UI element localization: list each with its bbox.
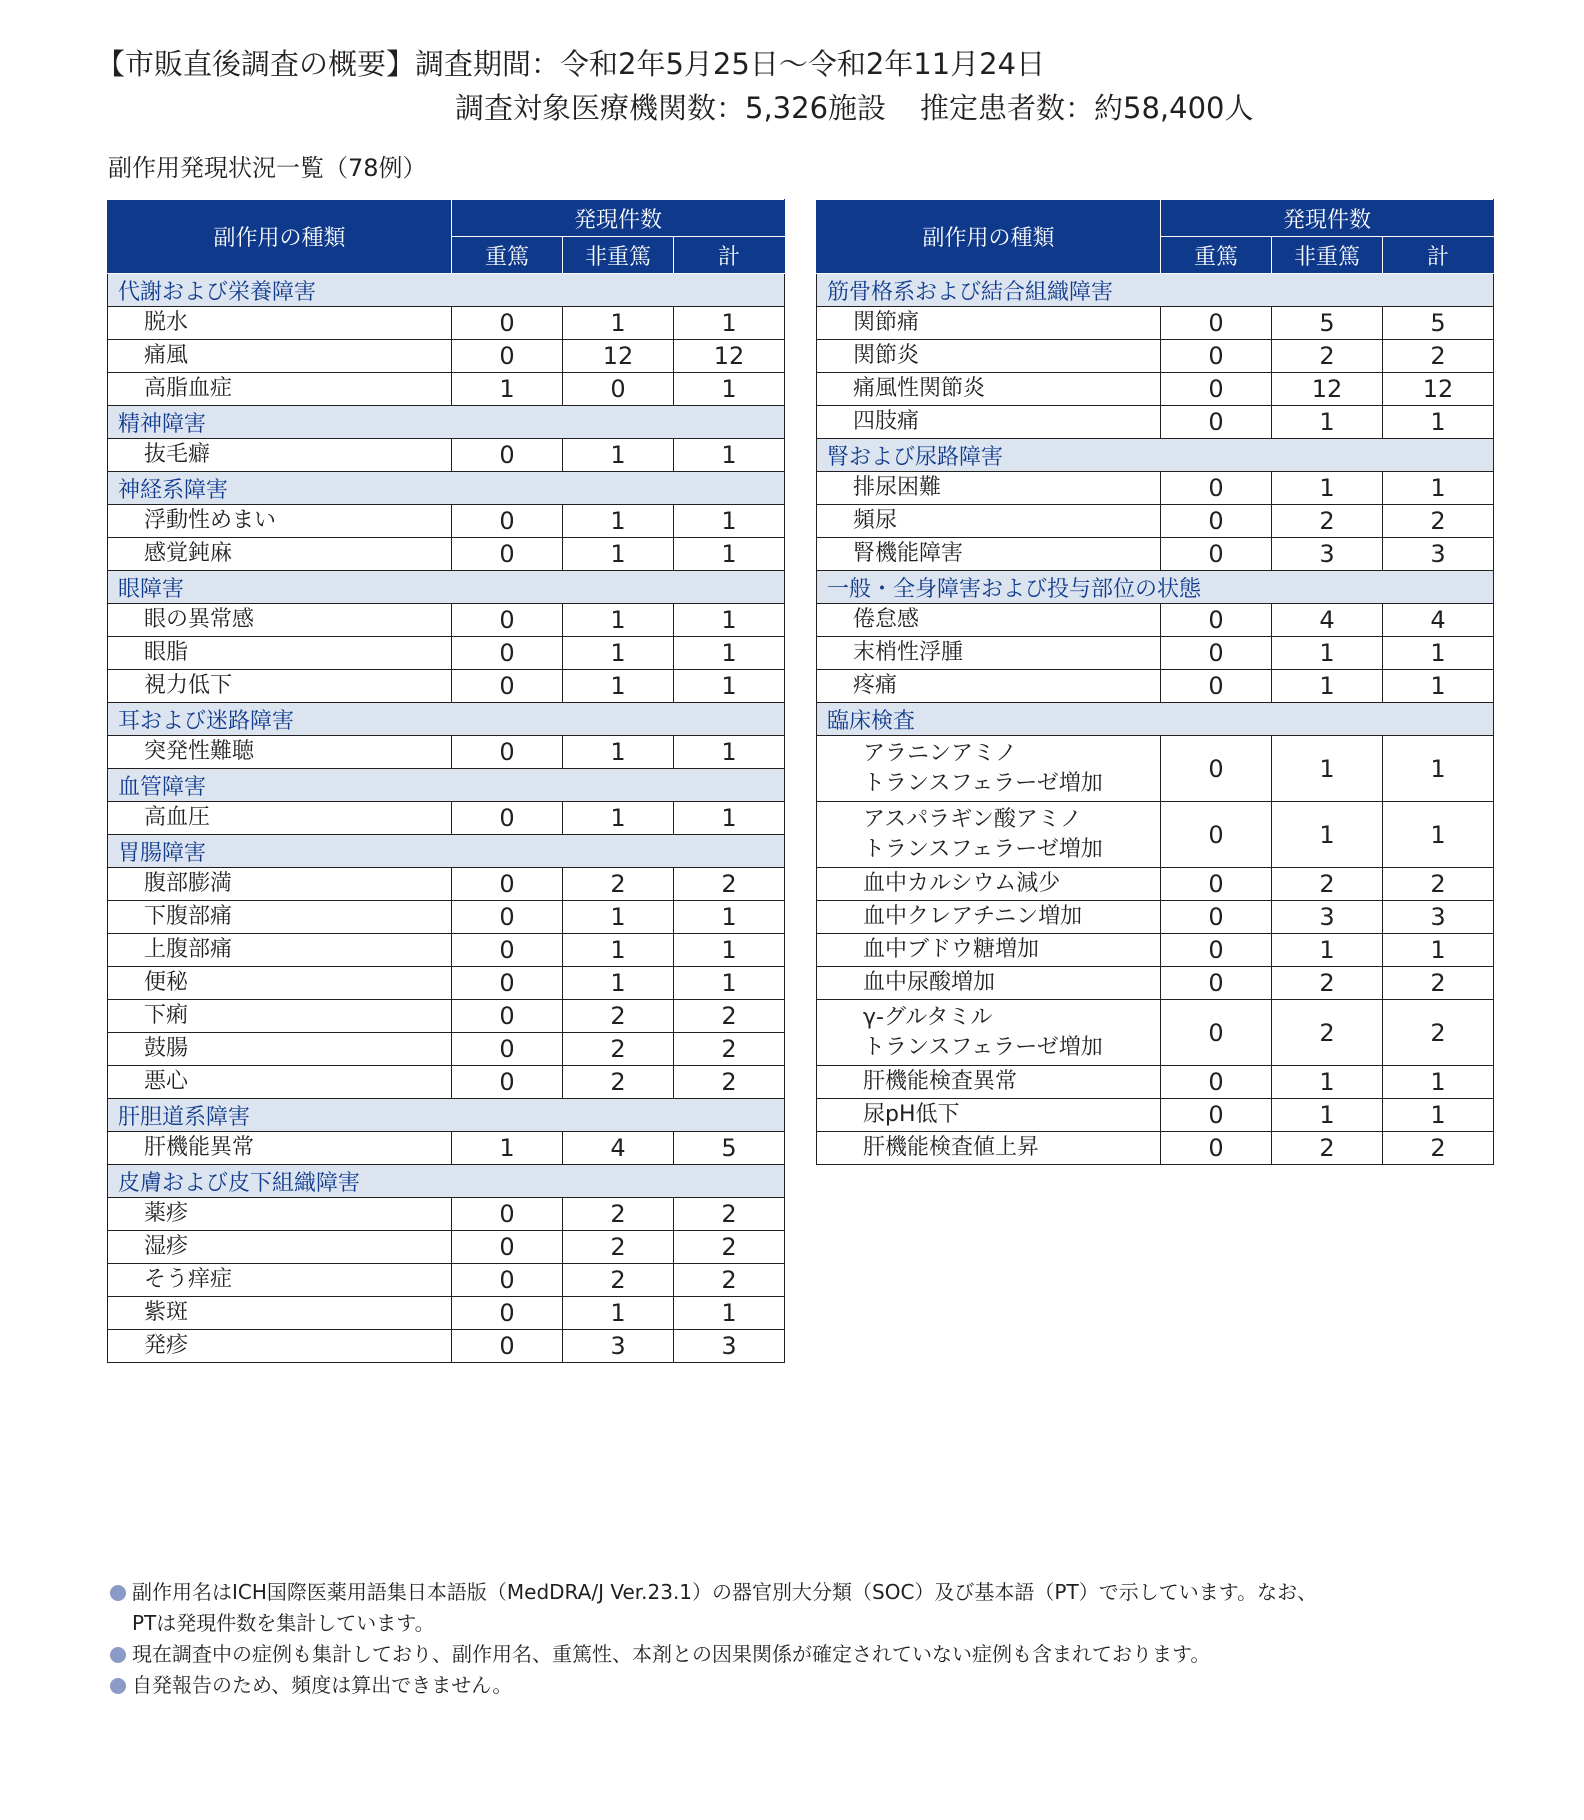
table-row — [817, 505, 1494, 538]
serious-count: 0 — [1161, 802, 1272, 868]
col-header-total: 計 — [674, 237, 785, 274]
patient-estimate: 推定患者数：約58,400人 — [920, 91, 1254, 125]
nonserious-count: 1 — [1272, 472, 1383, 505]
total-count: 2 — [1383, 505, 1494, 538]
serious-count: 0 — [1161, 1099, 1272, 1132]
nonserious-count: 2 — [563, 868, 674, 901]
col-header-total: 計 — [1383, 237, 1494, 274]
nonserious-count: 1 — [1272, 1066, 1383, 1099]
total-count: 4 — [1383, 604, 1494, 637]
category-label: 腎および尿路障害 — [817, 439, 1494, 472]
total-count: 1 — [1383, 1099, 1494, 1132]
serious-count: 0 — [452, 637, 563, 670]
reaction-name: 血中カルシウム減少 — [817, 868, 1161, 901]
table-row — [108, 505, 785, 538]
serious-count: 0 — [452, 868, 563, 901]
category-label: 精神障害 — [108, 406, 785, 439]
serious-count: 0 — [452, 307, 563, 340]
reaction-name: 脱水 — [108, 307, 452, 340]
reaction-name: 下痢 — [108, 1000, 452, 1033]
col-header-serious: 重篤 — [1161, 237, 1272, 274]
reaction-name — [817, 802, 1161, 868]
total-count: 5 — [1383, 307, 1494, 340]
nonserious-count: 1 — [1272, 637, 1383, 670]
reaction-name: 浮動性めまい — [108, 505, 452, 538]
category-row — [108, 769, 785, 802]
reaction-name: そう痒症 — [108, 1264, 452, 1297]
table-row — [817, 604, 1494, 637]
total-count: 1 — [1383, 406, 1494, 439]
nonserious-count: 2 — [563, 1198, 674, 1231]
footnote — [108, 1577, 1317, 1639]
col-header-serious: 重篤 — [452, 237, 563, 274]
table-row — [108, 934, 785, 967]
table-row — [817, 901, 1494, 934]
nonserious-count: 1 — [563, 439, 674, 472]
total-count: 2 — [674, 1066, 785, 1099]
adverse-reaction-table-left — [107, 199, 785, 1363]
serious-count: 0 — [452, 1297, 563, 1330]
nonserious-count: 3 — [563, 1330, 674, 1363]
serious-count: 0 — [452, 1033, 563, 1066]
reaction-name: 尿pH低下 — [817, 1099, 1161, 1132]
table-row — [108, 439, 785, 472]
nonserious-count: 2 — [1272, 868, 1383, 901]
reaction-name: 疼痛 — [817, 670, 1161, 703]
total-count: 1 — [674, 1297, 785, 1330]
serious-count: 0 — [452, 670, 563, 703]
serious-count: 0 — [1161, 934, 1272, 967]
serious-count: 0 — [452, 439, 563, 472]
table-row — [817, 868, 1494, 901]
table-row — [817, 1099, 1494, 1132]
nonserious-count: 2 — [563, 1231, 674, 1264]
nonserious-count: 1 — [563, 604, 674, 637]
col-header-type: 副作用の種類 — [108, 200, 452, 274]
reaction-name: 肝機能検査異常 — [817, 1066, 1161, 1099]
serious-count: 0 — [452, 901, 563, 934]
nonserious-count: 1 — [1272, 802, 1383, 868]
total-count: 1 — [674, 439, 785, 472]
category-row — [108, 1099, 785, 1132]
serious-count: 0 — [1161, 1000, 1272, 1066]
category-label: 耳および迷路障害 — [108, 703, 785, 736]
reaction-name: 視力低下 — [108, 670, 452, 703]
total-count: 1 — [674, 967, 785, 1000]
table-row — [817, 472, 1494, 505]
serious-count: 0 — [452, 967, 563, 1000]
category-row — [817, 274, 1494, 307]
total-count: 2 — [674, 1033, 785, 1066]
reaction-name: 紫斑 — [108, 1297, 452, 1330]
reaction-name: 突発性難聴 — [108, 736, 452, 769]
serious-count: 0 — [1161, 472, 1272, 505]
reaction-name: 肝機能検査値上昇 — [817, 1132, 1161, 1165]
serious-count: 0 — [1161, 340, 1272, 373]
category-label: 血管障害 — [108, 769, 785, 802]
reaction-name-line: トランスフェラーゼ増加 — [863, 836, 1103, 862]
total-count: 1 — [674, 505, 785, 538]
serious-count: 0 — [1161, 901, 1272, 934]
serious-count: 0 — [1161, 505, 1272, 538]
total-count: 2 — [1383, 868, 1494, 901]
category-label: 臨床検査 — [817, 703, 1494, 736]
footnote-line: PTは発現件数を集計しています。 — [132, 1611, 435, 1635]
footnote-line: 自発報告のため、頻度は算出できません。 — [132, 1673, 513, 1697]
table-row — [108, 802, 785, 835]
total-count: 1 — [1383, 472, 1494, 505]
table-row — [108, 604, 785, 637]
serious-count: 0 — [452, 538, 563, 571]
total-count: 2 — [674, 868, 785, 901]
nonserious-count: 1 — [1272, 670, 1383, 703]
nonserious-count: 1 — [563, 934, 674, 967]
total-count: 3 — [674, 1330, 785, 1363]
total-count: 1 — [674, 637, 785, 670]
table-row — [108, 1033, 785, 1066]
nonserious-count: 1 — [563, 802, 674, 835]
nonserious-count: 1 — [1272, 736, 1383, 802]
table-row — [108, 1132, 785, 1165]
category-row — [108, 835, 785, 868]
reaction-name: 高脂血症 — [108, 373, 452, 406]
reaction-name: 関節炎 — [817, 340, 1161, 373]
facility-count: 調査対象医療機関数：5,326施設 — [455, 91, 887, 125]
nonserious-count: 1 — [563, 307, 674, 340]
reaction-name: 末梢性浮腫 — [817, 637, 1161, 670]
nonserious-count: 1 — [1272, 934, 1383, 967]
reaction-name: 感覚鈍麻 — [108, 538, 452, 571]
nonserious-count: 12 — [1272, 373, 1383, 406]
total-count: 2 — [1383, 1000, 1494, 1066]
bullet-icon — [110, 1678, 126, 1694]
col-header-count: 発現件数 — [1161, 200, 1494, 237]
nonserious-count: 4 — [1272, 604, 1383, 637]
serious-count: 0 — [1161, 604, 1272, 637]
serious-count: 0 — [1161, 736, 1272, 802]
reaction-name-line: アスパラギン酸アミノ — [863, 806, 1082, 832]
nonserious-count: 1 — [1272, 1099, 1383, 1132]
total-count: 2 — [1383, 967, 1494, 1000]
reaction-name: 抜毛癖 — [108, 439, 452, 472]
table-row — [817, 967, 1494, 1000]
col-header-count: 発現件数 — [452, 200, 785, 237]
table-row — [817, 340, 1494, 373]
nonserious-count: 1 — [1272, 406, 1383, 439]
serious-count: 0 — [452, 802, 563, 835]
table-title: 副作用発現状況一覧（78例） — [108, 154, 427, 182]
bullet-icon — [110, 1647, 126, 1663]
reaction-name: 眼脂 — [108, 637, 452, 670]
reaction-name — [817, 736, 1161, 802]
nonserious-count: 1 — [563, 538, 674, 571]
reaction-name: 下腹部痛 — [108, 901, 452, 934]
reaction-name: 眼の異常感 — [108, 604, 452, 637]
category-label: 皮膚および皮下組織障害 — [108, 1165, 785, 1198]
nonserious-count: 3 — [1272, 901, 1383, 934]
category-label: 神経系障害 — [108, 472, 785, 505]
reaction-name: 排尿困難 — [817, 472, 1161, 505]
serious-count: 0 — [1161, 373, 1272, 406]
total-count: 1 — [674, 538, 785, 571]
total-count: 1 — [1383, 670, 1494, 703]
total-count: 2 — [674, 1000, 785, 1033]
total-count: 1 — [674, 934, 785, 967]
reaction-name-line: トランスフェラーゼ増加 — [863, 1034, 1103, 1060]
total-count: 1 — [674, 307, 785, 340]
nonserious-count: 1 — [563, 670, 674, 703]
serious-count: 0 — [452, 934, 563, 967]
table-row — [108, 1231, 785, 1264]
total-count: 3 — [1383, 538, 1494, 571]
serious-count: 0 — [1161, 637, 1272, 670]
nonserious-count: 1 — [563, 901, 674, 934]
footnote — [108, 1670, 1317, 1701]
category-row — [108, 703, 785, 736]
serious-count: 0 — [452, 1198, 563, 1231]
reaction-name: 肝機能異常 — [108, 1132, 452, 1165]
total-count: 1 — [674, 736, 785, 769]
category-label: 胃腸障害 — [108, 835, 785, 868]
nonserious-count: 2 — [563, 1000, 674, 1033]
category-row — [817, 571, 1494, 604]
reaction-name: 上腹部痛 — [108, 934, 452, 967]
nonserious-count: 1 — [563, 1297, 674, 1330]
category-label: 一般・全身障害および投与部位の状態 — [817, 571, 1494, 604]
serious-count: 0 — [452, 340, 563, 373]
footnote — [108, 1639, 1317, 1670]
nonserious-count: 4 — [563, 1132, 674, 1165]
reaction-name: 痛風 — [108, 340, 452, 373]
table-row — [108, 901, 785, 934]
reaction-name — [817, 1000, 1161, 1066]
reaction-name: 痛風性関節炎 — [817, 373, 1161, 406]
table-row — [817, 1066, 1494, 1099]
category-label: 筋骨格系および結合組織障害 — [817, 274, 1494, 307]
reaction-name: 鼓腸 — [108, 1033, 452, 1066]
total-count: 1 — [674, 901, 785, 934]
table-row — [108, 1066, 785, 1099]
reaction-name: 薬疹 — [108, 1198, 452, 1231]
reaction-name: 倦怠感 — [817, 604, 1161, 637]
footnotes — [108, 1577, 1317, 1701]
table-row — [108, 1264, 785, 1297]
reaction-name: 便秘 — [108, 967, 452, 1000]
total-count: 1 — [1383, 1066, 1494, 1099]
category-row — [108, 406, 785, 439]
serious-count: 1 — [452, 1132, 563, 1165]
table-row — [108, 736, 785, 769]
nonserious-count: 0 — [563, 373, 674, 406]
table-row — [108, 538, 785, 571]
total-count: 5 — [674, 1132, 785, 1165]
reaction-name: 血中尿酸増加 — [817, 967, 1161, 1000]
category-row — [817, 439, 1494, 472]
table-row — [108, 1330, 785, 1363]
col-header-nonserious: 非重篤 — [1272, 237, 1383, 274]
survey-period: 調査期間：令和2年5月25日～令和2年11月24日 — [415, 47, 1046, 81]
category-label: 代謝および栄養障害 — [108, 274, 785, 307]
survey-summary-line-1 — [96, 46, 1045, 82]
serious-count: 0 — [452, 1264, 563, 1297]
table-row — [817, 736, 1494, 802]
category-row — [817, 703, 1494, 736]
summary-label: 【市販直後調査の概要】 — [96, 47, 416, 81]
serious-count: 0 — [452, 1330, 563, 1363]
serious-count: 0 — [1161, 406, 1272, 439]
reaction-name: 湿疹 — [108, 1231, 452, 1264]
total-count: 1 — [674, 373, 785, 406]
total-count: 1 — [1383, 802, 1494, 868]
total-count: 1 — [674, 604, 785, 637]
table-row — [817, 1132, 1494, 1165]
col-header-type: 副作用の種類 — [817, 200, 1161, 274]
serious-count: 0 — [1161, 538, 1272, 571]
table-row — [817, 934, 1494, 967]
serious-count: 0 — [1161, 1066, 1272, 1099]
table-row — [108, 1198, 785, 1231]
table-row — [817, 670, 1494, 703]
reaction-name: 高血圧 — [108, 802, 452, 835]
table-row — [108, 340, 785, 373]
total-count: 2 — [674, 1264, 785, 1297]
table-row — [817, 1000, 1494, 1066]
serious-count: 0 — [1161, 1132, 1272, 1165]
footnote-line: 副作用名はICH国際医薬用語集日本語版（MedDRA/J Ver.23.1）の器官別大分類（SOC）及び基本語（PT）で示しています。なお、 — [132, 1580, 1318, 1604]
total-count: 12 — [674, 340, 785, 373]
table-row — [817, 802, 1494, 868]
total-count: 2 — [1383, 1132, 1494, 1165]
serious-count: 0 — [1161, 670, 1272, 703]
total-count: 1 — [674, 802, 785, 835]
serious-count: 0 — [1161, 868, 1272, 901]
table-row — [108, 637, 785, 670]
table-row — [108, 307, 785, 340]
category-row — [108, 1165, 785, 1198]
reaction-name: 血中クレアチニン増加 — [817, 901, 1161, 934]
table-row — [817, 307, 1494, 340]
reaction-name: 関節痛 — [817, 307, 1161, 340]
table-row — [108, 967, 785, 1000]
serious-count: 0 — [452, 736, 563, 769]
serious-count: 0 — [452, 1066, 563, 1099]
reaction-name: 血中ブドウ糖増加 — [817, 934, 1161, 967]
table-row — [108, 1297, 785, 1330]
reaction-name-line: γ-グルタミル — [863, 1004, 993, 1030]
total-count: 1 — [1383, 736, 1494, 802]
total-count: 12 — [1383, 373, 1494, 406]
serious-count: 0 — [452, 604, 563, 637]
bullet-icon — [110, 1585, 126, 1601]
reaction-name-line: アラニンアミノ — [863, 740, 1018, 766]
col-header-nonserious: 非重篤 — [563, 237, 674, 274]
reaction-name: 発疹 — [108, 1330, 452, 1363]
nonserious-count: 2 — [1272, 340, 1383, 373]
nonserious-count: 2 — [1272, 505, 1383, 538]
reaction-name: 悪心 — [108, 1066, 452, 1099]
total-count: 3 — [1383, 901, 1494, 934]
nonserious-count: 5 — [1272, 307, 1383, 340]
total-count: 1 — [1383, 934, 1494, 967]
category-label: 眼障害 — [108, 571, 785, 604]
reaction-name: 腹部膨満 — [108, 868, 452, 901]
total-count: 2 — [674, 1231, 785, 1264]
table-row — [817, 637, 1494, 670]
serious-count: 0 — [452, 1231, 563, 1264]
nonserious-count: 2 — [1272, 1000, 1383, 1066]
serious-count: 0 — [452, 1000, 563, 1033]
table-row — [817, 538, 1494, 571]
category-label: 肝胆道系障害 — [108, 1099, 785, 1132]
total-count: 2 — [674, 1198, 785, 1231]
category-row — [108, 571, 785, 604]
total-count: 1 — [674, 670, 785, 703]
nonserious-count: 1 — [563, 736, 674, 769]
table-row — [817, 373, 1494, 406]
table-row — [108, 670, 785, 703]
nonserious-count: 1 — [563, 637, 674, 670]
nonserious-count: 3 — [1272, 538, 1383, 571]
reaction-name-line: トランスフェラーゼ増加 — [863, 770, 1103, 796]
nonserious-count: 2 — [563, 1264, 674, 1297]
nonserious-count: 1 — [563, 505, 674, 538]
table-row — [108, 868, 785, 901]
nonserious-count: 2 — [563, 1066, 674, 1099]
serious-count: 1 — [452, 373, 563, 406]
footnote-line: 現在調査中の症例も集計しており、副作用名、重篤性、本剤との因果関係が確定されていない症例も含まれております。 — [132, 1642, 1211, 1666]
adverse-reaction-table-right — [816, 199, 1494, 1165]
reaction-name: 頻尿 — [817, 505, 1161, 538]
nonserious-count: 2 — [563, 1033, 674, 1066]
reaction-name: 四肢痛 — [817, 406, 1161, 439]
nonserious-count: 2 — [1272, 967, 1383, 1000]
nonserious-count: 1 — [563, 967, 674, 1000]
serious-count: 0 — [1161, 307, 1272, 340]
table-row — [108, 1000, 785, 1033]
survey-summary-line-2 — [455, 90, 1254, 126]
nonserious-count: 2 — [1272, 1132, 1383, 1165]
total-count: 1 — [1383, 637, 1494, 670]
serious-count: 0 — [452, 505, 563, 538]
category-row — [108, 472, 785, 505]
category-row — [108, 274, 785, 307]
reaction-name: 腎機能障害 — [817, 538, 1161, 571]
serious-count: 0 — [1161, 967, 1272, 1000]
total-count: 2 — [1383, 340, 1494, 373]
nonserious-count: 12 — [563, 340, 674, 373]
table-row — [108, 373, 785, 406]
table-row — [817, 406, 1494, 439]
